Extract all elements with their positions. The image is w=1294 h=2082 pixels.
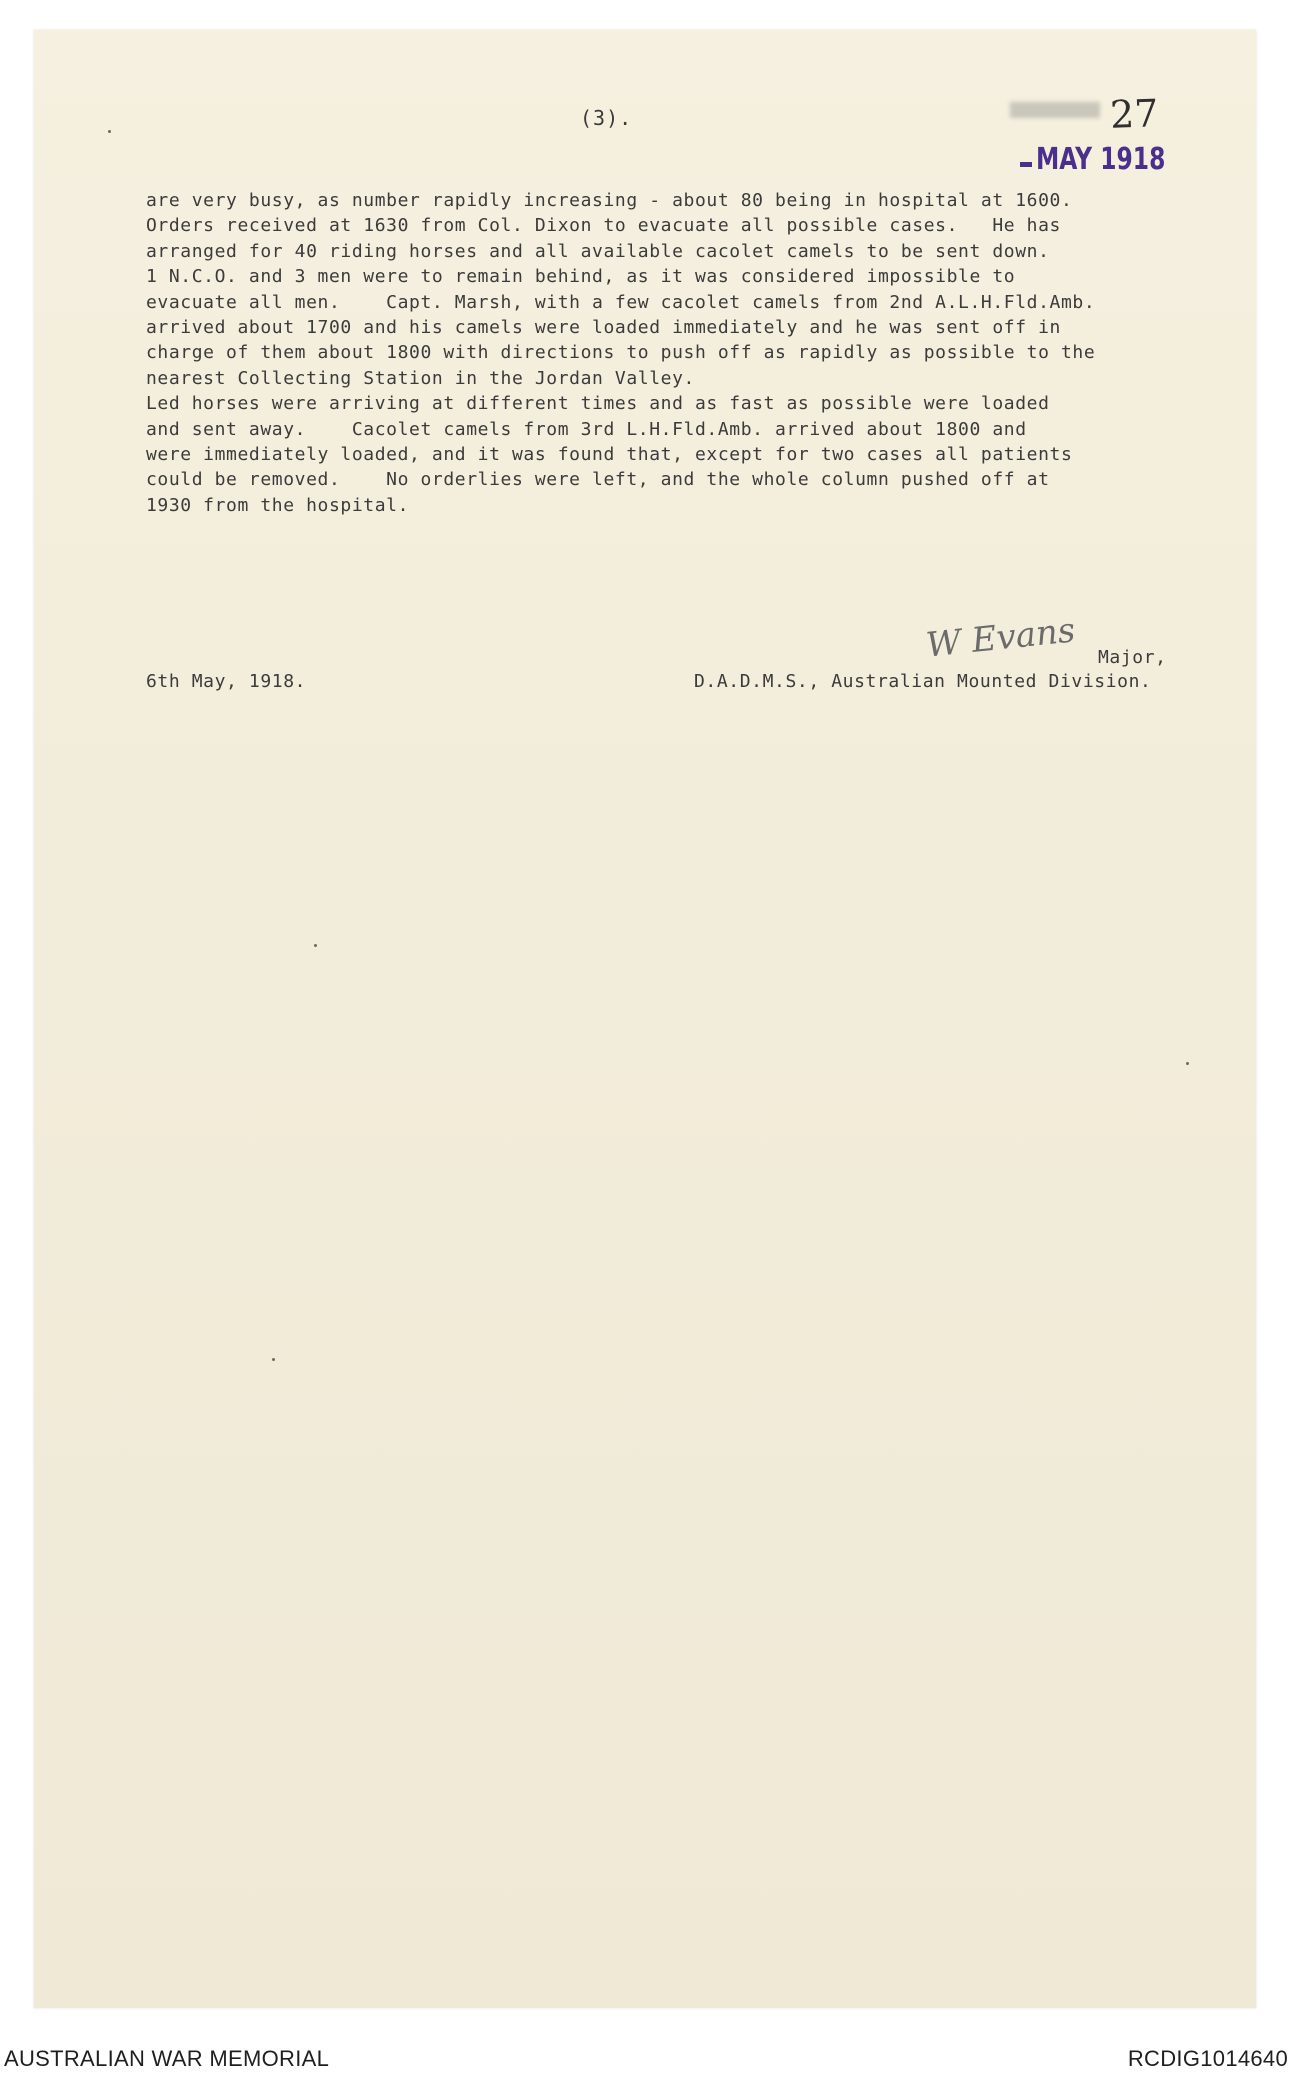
stamp-smudge <box>1010 102 1100 118</box>
body-line: nearest Collecting Station in the Jordan Valley. <box>146 367 695 389</box>
folio-number: 27 <box>1109 91 1160 137</box>
archive-name: AUSTRALIAN WAR MEMORIAL <box>4 2046 330 2071</box>
body-line: 1 N.C.O. and 3 men were to remain behind, as it was considered impossible to <box>146 266 1016 288</box>
stamp-dash <box>1020 162 1032 167</box>
paper-speck <box>272 1358 275 1361</box>
body-line: were immediately loaded, and it was found that, except for two cases all patients <box>146 444 1073 466</box>
document-page <box>34 30 1256 2008</box>
paper-speck <box>1186 1062 1189 1065</box>
handwritten-signature: W Evans <box>924 610 1078 666</box>
body-line: could be removed. No orderlies were left, and the whole column pushed off at <box>146 469 1050 491</box>
body-line: arrived about 1700 and his camels were loaded immediately and he was sent off in <box>146 317 1061 339</box>
body-text <box>146 188 1226 518</box>
page-number: (3). <box>580 106 633 130</box>
body-line: are very busy, as number rapidly increasing - about 80 being in hospital at 1600. <box>146 190 1073 211</box>
record-id: RCDIG1014640 <box>1127 2046 1288 2071</box>
body-line: evacuate all men. Capt. Marsh, with a few cacolet camels from 2nd A.L.H.Fld.Amb. <box>146 291 1096 313</box>
signatory-rank: Major, <box>1098 647 1167 668</box>
paper-speck <box>108 130 111 133</box>
body-line: Led horses were arriving at different times and as fast as possible were loaded <box>146 393 1050 415</box>
paper-speck <box>314 944 317 947</box>
body-line: charge of them about 1800 with directions to push off as rapidly as possible to the <box>146 342 1096 364</box>
received-stamp: MAY 1918 <box>1036 142 1166 177</box>
body-line: 1930 from the hospital. <box>146 494 410 516</box>
signatory-office: D.A.D.M.S., Australian Mounted Division. <box>694 671 1152 692</box>
body-line: Orders received at 1630 from Col. Dixon to evacuate all possible cases. He has <box>146 215 1061 237</box>
body-line: arranged for 40 riding horses and all available cacolet camels to be sent down. <box>146 240 1050 262</box>
body-line: and sent away. Cacolet camels from 3rd L.H.Fld.Amb. arrived about 1800 and <box>146 418 1027 440</box>
document-date: 6th May, 1918. <box>146 671 307 692</box>
